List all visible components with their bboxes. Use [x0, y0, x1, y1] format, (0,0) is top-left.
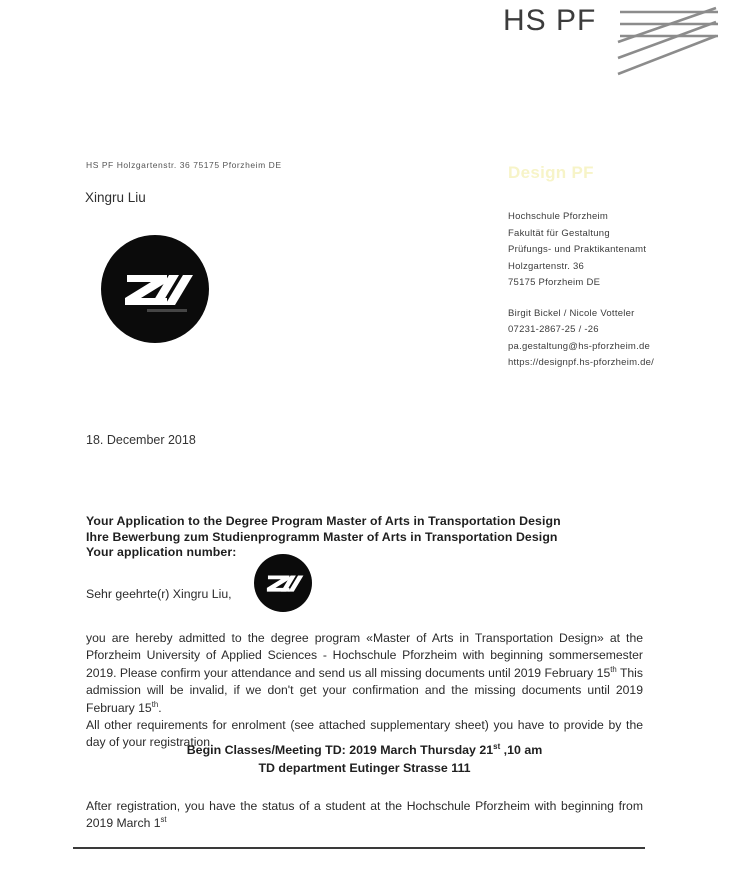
letter-date: 18. December 2018	[86, 433, 196, 447]
application-number-line	[86, 545, 646, 561]
body-paragraph-2: All other requirements for enrolment (see attached supplementary sheet) you have to provide by the day of your registration.	[86, 718, 643, 750]
closing-sup: st	[160, 815, 167, 825]
letter-body	[86, 630, 643, 752]
begin-classes-block	[86, 742, 643, 777]
contact-email[interactable]: pa.gestaltung@hs-pforzheim.de	[508, 340, 651, 352]
begin-classes-line-2: TD department Eutinger Strasse 111	[258, 760, 471, 775]
letterhead-logo	[503, 4, 743, 84]
body-p1-sup-a: th	[610, 664, 617, 674]
begin-classes-sup: st	[493, 741, 501, 751]
hspf-stripes-icon	[610, 6, 728, 80]
contact-block	[508, 163, 718, 372]
contact-phone: 07231-2867-25 / -26	[508, 324, 599, 336]
closing-text: After registration, you have the status of a student at the Hochschule Pforzheim with beginning from 2019 March 1	[86, 799, 643, 831]
z-slash-circle-logo-large	[101, 235, 209, 343]
contact-address-line: Fakultät für Gestaltung	[508, 227, 610, 239]
begin-classes-text-a: Begin Classes/Meeting TD: 2019 March Thursday 21	[186, 743, 494, 757]
begin-classes-line-1	[86, 742, 643, 760]
contact-address-line: 75175 Pforzheim DE	[508, 277, 601, 289]
design-pf-brand: Design PF	[508, 163, 594, 182]
hspf-wordmark: HS PF	[503, 4, 597, 37]
body-p1-text-a: you are hereby admitted to the degree program «Master of Arts in Transportation Design» at the Pforzheim University of Applied Sciences - Hochschule Pforzheim with beginning sommersemester 2019. Please confirm your attendance and send us all missing documents until 2019 February 15	[86, 631, 643, 680]
body-paragraph-1	[86, 630, 643, 717]
contact-spacer	[508, 292, 718, 306]
contact-address-line: Hochschule Pforzheim	[508, 211, 609, 223]
recipient-name: Xingru Liu	[85, 190, 146, 205]
subject-line-english: Your Application to the Degree Program Master of Arts in Transportation Design	[86, 514, 561, 528]
sender-address-line: HS PF Holzgartenstr. 36 75175 Pforzheim DE	[86, 160, 282, 170]
begin-classes-text-b: ,10 am	[500, 743, 543, 757]
contact-address-line: Holzgartenstr. 36	[508, 260, 585, 272]
contact-website[interactable]: https://designpf.hs-pforzheim.de/	[508, 357, 655, 369]
body-p1-text-c: .	[158, 700, 162, 715]
subject-line-german: Ihre Bewerbung zum Studienprogramm Master of Arts in Transportation Design	[86, 529, 558, 544]
closing-paragraph	[86, 798, 643, 833]
body-p1-sup-b: th	[151, 699, 159, 709]
z-slash-circle-logo-small	[254, 554, 312, 612]
footer-divider	[73, 847, 645, 849]
contact-people: Birgit Bickel / Nicole Votteler	[508, 307, 635, 319]
body-p1-text-b: This admission will be invalid, if we don't get your confirmation and the missing documents until 2019 February 15	[86, 665, 643, 715]
application-number-label: Your application number:	[86, 545, 237, 559]
contact-address-line: Prüfungs- und Praktikantenamt	[508, 244, 647, 256]
subject-block	[86, 514, 646, 561]
salutation: Sehr geehrte(r) Xingru Liu,	[86, 587, 232, 601]
